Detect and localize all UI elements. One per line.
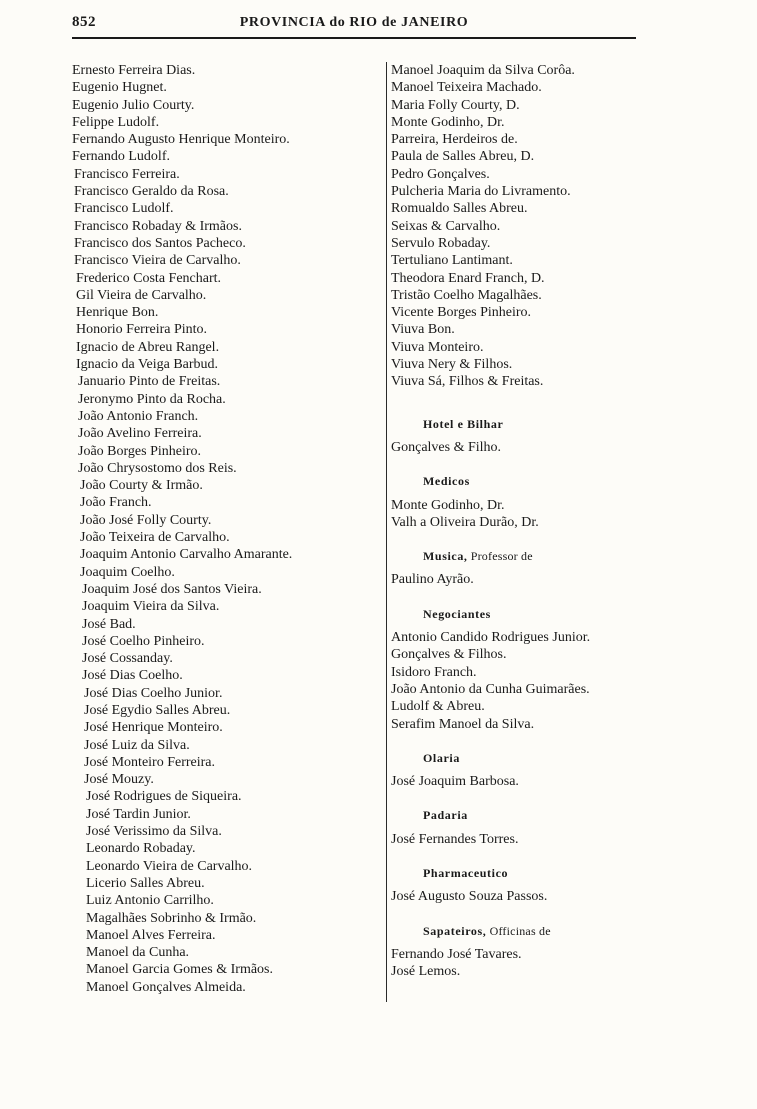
section-title: Padaria (423, 808, 468, 823)
directory-entry: Fernando Augusto Henrique Monteiro. (72, 132, 290, 148)
directory-entry: José Dias Coelho Junior. (84, 685, 223, 701)
directory-entry: Gonçalves & Filhos. (391, 647, 507, 663)
directory-entry: Ludolf & Abreu. (391, 699, 485, 715)
directory-entry: José Henrique Monteiro. (84, 720, 223, 736)
section-title: Olaria (423, 750, 460, 765)
directory-entry: Januario Pinto de Freitas. (78, 374, 221, 390)
directory-entry: João Antonio Franch. (78, 408, 199, 424)
directory-entry: Manoel Teixeira Machado. (391, 80, 542, 96)
directory-entry: José Rodrigues de Siqueira. (86, 789, 242, 805)
directory-entry: Theodora Enard Franch, D. (391, 270, 545, 286)
directory-entry: Fernando Ludolf. (72, 149, 170, 165)
directory-entry: Romualdo Salles Abreu. (391, 201, 528, 217)
directory-entry: Francisco Ferreira. (74, 166, 180, 182)
directory-entry: Antonio Candido Rodrigues Junior. (391, 630, 591, 646)
directory-entry: José Augusto Souza Passos. (391, 889, 548, 905)
section-title: Sapateiros, (423, 923, 487, 938)
directory-entry: José Fernandes Torres. (391, 831, 519, 847)
directory-entry: José Joaquim Barbosa. (391, 774, 519, 790)
directory-entry: Valh a Oliveira Durão, Dr. (391, 514, 539, 530)
directory-entry: José Mouzy. (84, 772, 154, 788)
page-header (72, 14, 636, 36)
directory-entry: Pulcheria Maria do Livramento. (391, 184, 571, 200)
directory-entry: Frederico Costa Fenchart. (76, 270, 222, 286)
directory-entry: Ignacio de Abreu Rangel. (76, 339, 220, 355)
directory-entry: Luiz Antonio Carrilho. (86, 893, 214, 909)
page-number: 852 (72, 14, 96, 30)
directory-entry: João Franch. (80, 495, 152, 511)
directory-entry: Eugenio Hugnet. (72, 80, 167, 96)
directory-entry: Tristão Coelho Magalhães. (391, 287, 542, 303)
directory-entry: Servulo Robaday. (391, 235, 491, 251)
section-subtitle: Officinas de (486, 923, 551, 938)
directory-entry: Joaquim Coelho. (80, 564, 175, 580)
directory-entry: Monte Godinho, Dr. (391, 114, 505, 130)
right-column (391, 62, 681, 980)
directory-entry: Manoel Gonçalves Almeida. (86, 979, 246, 995)
directory-entry: José Lemos. (391, 964, 461, 980)
directory-entry: Seixas & Carvalho. (391, 218, 501, 234)
directory-entry: Ignacio da Veiga Barbud. (76, 357, 219, 373)
directory-entry: João Avelino Ferreira. (78, 426, 202, 442)
left-column (72, 62, 380, 996)
directory-entry: Monte Godinho, Dr. (391, 497, 505, 513)
directory-entry: José Coelho Pinheiro. (82, 633, 205, 649)
directory-entry: Licerio Salles Abreu. (86, 875, 205, 891)
directory-entry: Viuva Sá, Filhos & Freitas. (391, 374, 544, 390)
section-heading (391, 416, 681, 433)
section-subtitle: Professor de (467, 549, 533, 564)
directory-entry: Francisco dos Santos Pacheco. (74, 235, 246, 251)
directory-entry: Leonardo Robaday. (86, 841, 196, 857)
directory-entry: Manoel da Cunha. (86, 945, 190, 961)
directory-entry: João Teixeira de Carvalho. (80, 530, 230, 546)
directory-entry: Francisco Robaday & Irmãos. (74, 218, 242, 234)
directory-entry: Honorio Ferreira Pinto. (76, 322, 208, 338)
directory-entry: Fernando José Tavares. (391, 946, 522, 962)
directory-entry: José Egydio Salles Abreu. (84, 702, 231, 718)
column-divider (386, 62, 387, 1002)
directory-entry: Leonardo Vieira de Carvalho. (86, 858, 253, 874)
directory-entry: Joaquim José dos Santos Vieira. (82, 581, 262, 597)
directory-entry: Maria Folly Courty, D. (391, 97, 520, 113)
directory-entry: Gil Vieira de Carvalho. (76, 287, 207, 303)
directory-entry: Henrique Bon. (76, 305, 159, 321)
section-heading (391, 606, 681, 623)
directory-entry: Joaquim Vieira da Silva. (82, 599, 220, 615)
directory-entry: José Dias Coelho. (82, 668, 183, 684)
section-heading (391, 750, 681, 767)
header-rule (72, 37, 636, 39)
directory-entry: João Courty & Irmão. (80, 478, 203, 494)
section-title: Pharmaceutico (423, 865, 509, 880)
directory-entry: João Antonio da Cunha Guimarães. (391, 681, 590, 697)
directory-entry: Manoel Joaquim da Silva Corôa. (391, 63, 575, 78)
section-heading (391, 807, 681, 824)
directory-entry: Parreira, Herdeiros de. (391, 132, 518, 148)
directory-entry: Magalhães Sobrinho & Irmão. (86, 910, 257, 926)
section-title: Hotel e Bilhar (423, 416, 504, 431)
section-heading (391, 923, 681, 940)
directory-entry: Gonçalves & Filho. (391, 439, 502, 455)
directory-entry: Tertuliano Lantimant. (391, 253, 513, 269)
section-title: Negociantes (423, 606, 491, 621)
directory-entry: Viuva Monteiro. (391, 339, 484, 355)
section-heading (391, 473, 681, 490)
directory-entry: Jeronymo Pinto da Rocha. (78, 391, 226, 407)
section-title: Medicos (423, 474, 470, 489)
directory-entry: Paula de Salles Abreu, D. (391, 149, 535, 165)
directory-entry: Vicente Borges Pinheiro. (391, 305, 532, 321)
section-title: Musica, (423, 549, 468, 564)
directory-entry: Isidoro Franch. (391, 664, 477, 680)
directory-entry: Paulino Ayrão. (391, 572, 474, 588)
section-heading (391, 865, 681, 882)
directory-entry: João Chrysostomo dos Reis. (78, 460, 237, 476)
directory-entry: Serafim Manoel da Silva. (391, 716, 535, 732)
directory-entry: Eugenio Julio Courty. (72, 97, 195, 113)
directory-entry: José Monteiro Ferreira. (84, 754, 216, 770)
directory-entry: Manoel Garcia Gomes & Irmãos. (86, 962, 273, 978)
section-heading (391, 548, 681, 565)
directory-entry: José Cossanday. (82, 651, 173, 667)
directory-entry: Manoel Alves Ferreira. (86, 927, 216, 943)
directory-entry: Francisco Geraldo da Rosa. (74, 184, 229, 200)
directory-entry: Felippe Ludolf. (72, 114, 160, 130)
directory-entry: Francisco Ludolf. (74, 201, 174, 217)
directory-entry: Viuva Bon. (391, 322, 455, 338)
directory-entry: José Bad. (82, 616, 136, 632)
directory-entry: Pedro Gonçalves. (391, 166, 490, 182)
directory-entry: Joaquim Antonio Carvalho Amarante. (80, 547, 293, 563)
directory-entry: Viuva Nery & Filhos. (391, 357, 513, 373)
directory-entry: João Borges Pinheiro. (78, 443, 202, 459)
directory-entry: Francisco Vieira de Carvalho. (74, 253, 241, 269)
directory-entry: José Luiz da Silva. (84, 737, 190, 753)
directory-entry: José Tardin Junior. (86, 806, 191, 822)
directory-entry: João José Folly Courty. (80, 512, 212, 528)
directory-entry: José Verissimo da Silva. (86, 824, 222, 840)
directory-entry: Ernesto Ferreira Dias. (72, 63, 196, 78)
running-title: PROVINCIA do RIO de JANEIRO (239, 15, 469, 30)
